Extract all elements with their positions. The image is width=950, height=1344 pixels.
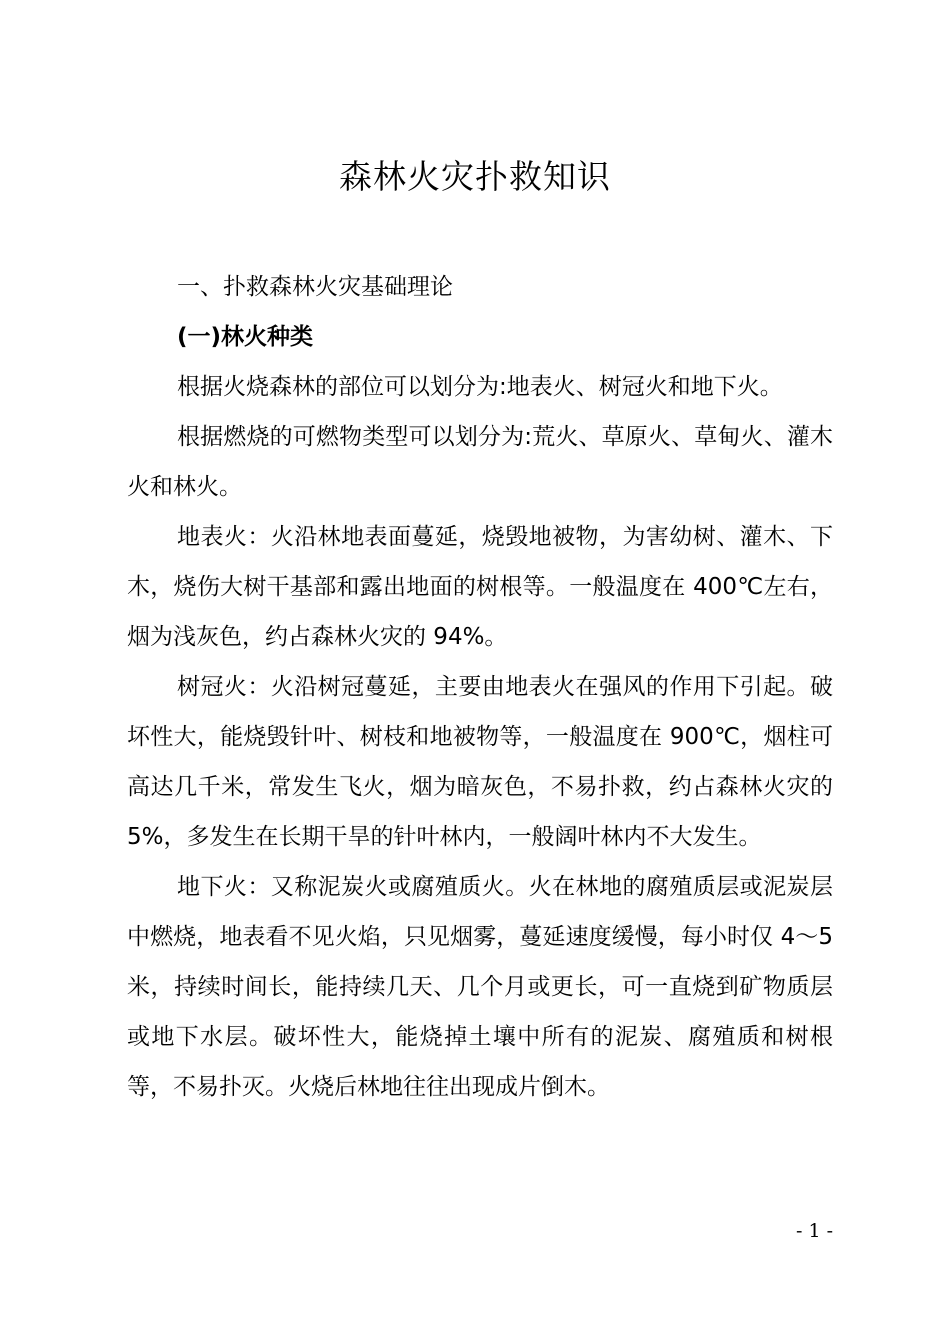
- section-heading: 一、扑救森林火灾基础理论: [177, 274, 453, 300]
- paragraph-fire-location: 根据火烧森林的部位可以划分为:地表火、树冠火和地下火。: [177, 374, 783, 400]
- paragraph-crown-fire: 树冠火：火沿树冠蔓延，主要由地表火在强风的作用下引起。破坏性大，能烧毁针叶、树枝和地被物等，一般温度在 900℃，烟柱可高达几千米，常发生飞火，烟为暗灰色，不易扑救，约占森林火灾的 5%，多发生在长期干旱的针叶林内，一般阔叶林内不大发生。: [127, 674, 833, 850]
- document-title: 森林火灾扑救知识: [339, 157, 611, 196]
- sub-heading: (一)林火种类: [177, 324, 314, 350]
- document-body: [127, 262, 833, 1112]
- paragraph-fuel-type: 根据燃烧的可燃物类型可以划分为:荒火、草原火、草甸火、灌木火和林火。: [127, 424, 833, 500]
- paragraph-ground-fire: 地下火：又称泥炭火或腐殖质火。火在林地的腐殖质层或泥炭层中燃烧，地表看不见火焰，只见烟雾，蔓延速度缓慢，每小时仅 4～5 米，持续时间长，能持续几天、几个月或更长，可一直烧到矿物质层或地下水层。破坏性大，能烧掉土壤中所有的泥炭、腐殖质和树根等，不易扑灭。火烧后林地往往出现成片倒木。: [127, 874, 833, 1100]
- paragraph-surface-fire: 地表火：火沿林地表面蔓延，烧毁地被物，为害幼树、灌木、下木，烧伤大树干基部和露出地面的树根等。一般温度在 400℃左右，烟为浅灰色，约占森林火灾的 94%。: [127, 524, 833, 650]
- page-number: - 1 -: [795, 1220, 833, 1242]
